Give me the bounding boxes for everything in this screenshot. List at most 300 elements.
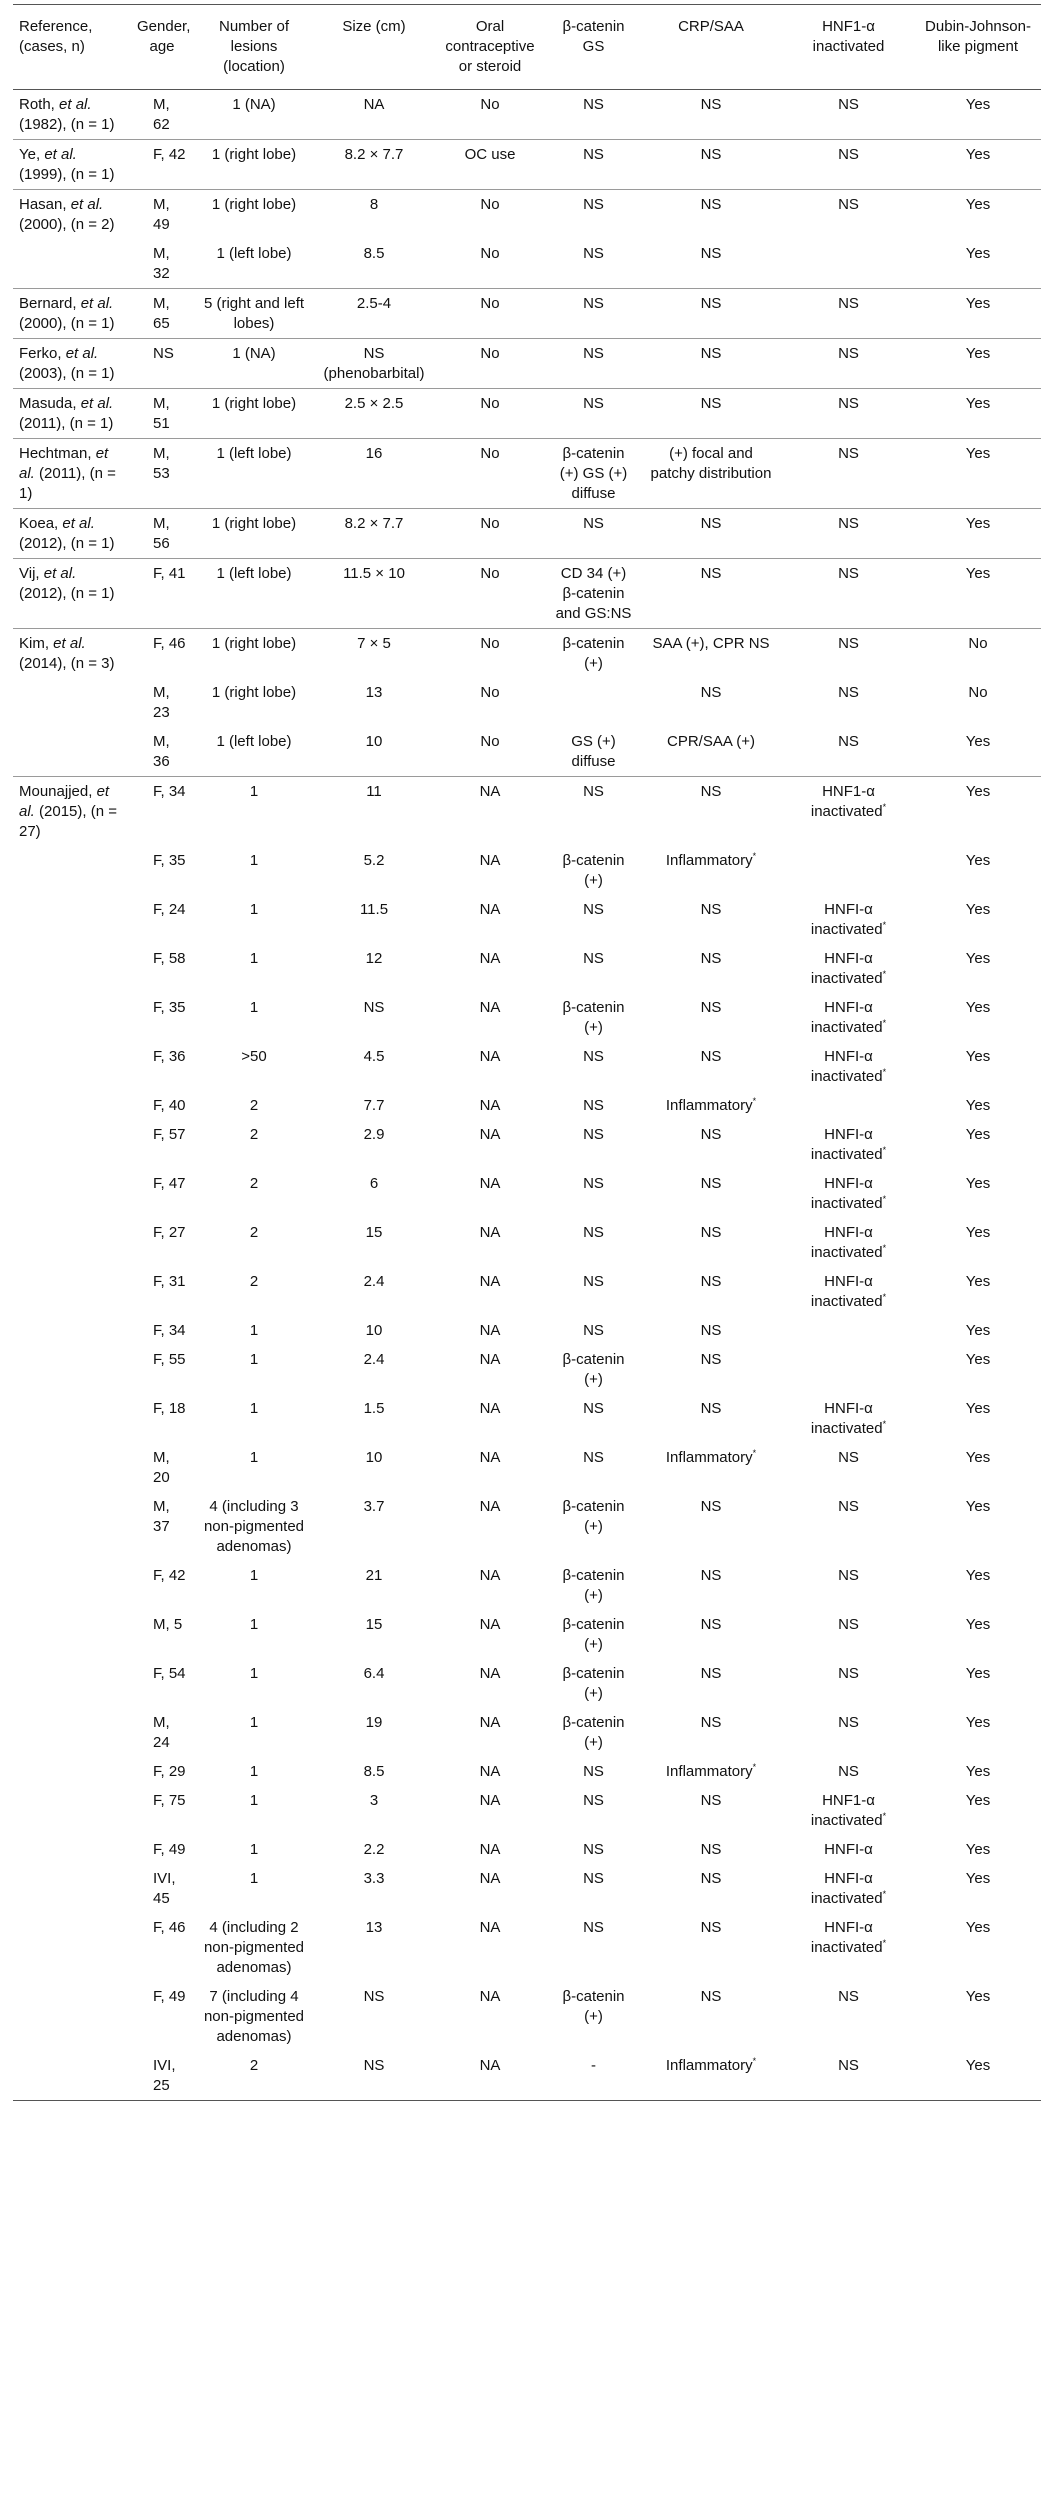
cell-gender-age: F, 34: [131, 777, 193, 847]
cell-reference: Ye, et al. (1999), (n = 1): [13, 140, 131, 190]
cell-hnf1a: NS: [782, 90, 915, 140]
table-row: [13, 1561, 1041, 1610]
cell-number-of-lesions: 4 (including 2 non-pigmented adenomas): [203, 1919, 305, 1976]
cell-oral-contraceptive: NA: [433, 777, 547, 847]
table-row: [13, 140, 1041, 190]
cell-oral-contraceptive: NA: [479, 1224, 501, 1241]
table-row: [13, 1443, 1041, 1492]
cell-oral-contraceptive: NA: [479, 1870, 501, 1887]
header-size: Size (cm): [315, 5, 433, 90]
table-row: [13, 1091, 1041, 1120]
cell-hnf1a: HNFI-α inactivated*: [810, 1400, 887, 1437]
cell-oral-contraceptive: NA: [479, 1175, 501, 1192]
cell-crp-saa: NS: [700, 684, 722, 701]
cell-crp-saa: NS: [700, 1567, 722, 1584]
cell-number-of-lesions: 1 (left lobe): [216, 245, 292, 262]
cell-hnf1a: HNFI-α inactivated*: [810, 1224, 887, 1261]
cell-crp-saa: NS: [700, 1919, 722, 1936]
cell-reference: [13, 1982, 131, 2051]
cell-number-of-lesions: 1: [249, 1841, 259, 1858]
header-oral-contraceptive: Oral contraceptive or steroid: [433, 5, 547, 90]
table-row: [13, 1708, 1041, 1757]
table-row: [13, 190, 1041, 240]
cell-oral-contraceptive: No: [433, 339, 547, 389]
cell-crp-saa: NS: [700, 1351, 722, 1368]
cell-size: 3.7: [363, 1498, 385, 1515]
cell-size: 15: [365, 1616, 383, 1633]
cell-number-of-lesions: 1 (left lobe): [193, 439, 315, 509]
cell-gender-age: F, 31: [153, 1273, 186, 1290]
cell-number-of-lesions: 1: [249, 1870, 259, 1887]
cell-beta-catenin-gs: β-catenin (+): [562, 1616, 625, 1653]
cell-gender-age: M, 36: [153, 733, 170, 770]
cell-crp-saa: NS: [700, 1498, 722, 1515]
cell-dubin-johnson: Yes: [965, 1870, 991, 1887]
cell-gender-age: M, 56: [131, 509, 193, 559]
cell-beta-catenin-gs: NS: [547, 389, 640, 439]
cell-oral-contraceptive: NA: [479, 1616, 501, 1633]
cell-dubin-johnson: Yes: [915, 2051, 1041, 2101]
table-row: [13, 1786, 1041, 1835]
cell-oral-contraceptive: No: [433, 190, 547, 240]
cell-reference: [13, 846, 131, 895]
cell-gender-age: F, 27: [153, 1224, 186, 1241]
cell-beta-catenin-gs: β-catenin (+): [562, 1351, 625, 1388]
cell-size: 10: [365, 733, 383, 750]
cell-reference: [13, 1218, 131, 1267]
cell-size: NA: [315, 90, 433, 140]
cell-reference: [13, 1091, 131, 1120]
table-row: [13, 1120, 1041, 1169]
cell-size: 15: [365, 1224, 383, 1241]
table-row: [13, 777, 1041, 847]
cell-beta-catenin-gs: NS: [583, 950, 604, 967]
cell-beta-catenin-gs: NS: [547, 339, 640, 389]
cell-beta-catenin-gs: CD 34 (+) β-catenin and GS:NS: [547, 559, 640, 629]
cell-beta-catenin-gs: NS: [583, 1224, 604, 1241]
cell-reference: [13, 944, 131, 993]
cell-hnf1a: NS: [782, 339, 915, 389]
cell-number-of-lesions: 1: [193, 777, 315, 847]
cell-beta-catenin-gs: NS: [547, 140, 640, 190]
cell-crp-saa: NS: [700, 1322, 722, 1339]
cell-oral-contraceptive: No: [433, 559, 547, 629]
cell-beta-catenin-gs: β-catenin (+): [562, 1567, 625, 1604]
cell-crp-saa: Inflammatory*: [665, 1762, 757, 1780]
cell-hnf1a: NS: [782, 509, 915, 559]
cell-oral-contraceptive: NA: [479, 1763, 501, 1780]
cell-oral-contraceptive: NA: [479, 1449, 501, 1466]
cell-oral-contraceptive: NA: [479, 999, 501, 1016]
table-row: [13, 1864, 1041, 1913]
cell-beta-catenin-gs: β-catenin (+) GS (+) diffuse: [547, 439, 640, 509]
cell-dubin-johnson: Yes: [965, 1498, 991, 1515]
cell-dubin-johnson: Yes: [965, 1175, 991, 1192]
cell-beta-catenin-gs: NS: [583, 1048, 604, 1065]
data-table: [13, 4, 1041, 2101]
cell-number-of-lesions: 1 (right lobe): [193, 629, 315, 679]
cell-size: NS: [363, 999, 385, 1016]
cell-reference: Koea, et al. (2012), (n = 1): [13, 509, 131, 559]
cell-gender-age: M, 32: [153, 245, 170, 282]
cell-beta-catenin-gs: -: [547, 2051, 640, 2101]
cell-dubin-johnson: Yes: [965, 1792, 991, 1809]
cell-dubin-johnson: Yes: [965, 1400, 991, 1417]
cell-size: 2.4: [363, 1273, 385, 1290]
cell-number-of-lesions: 2: [249, 1175, 259, 1192]
cell-number-of-lesions: 1 (NA): [193, 90, 315, 140]
cell-gender-age: F, 49: [153, 1841, 186, 1858]
cell-dubin-johnson: Yes: [915, 190, 1041, 240]
cell-size: 8.2 × 7.7: [315, 140, 433, 190]
cell-size: 11.5 × 10: [315, 559, 433, 629]
cell-number-of-lesions: 1 (right lobe): [193, 190, 315, 240]
cell-crp-saa: CPR/SAA (+): [667, 733, 755, 750]
cell-beta-catenin-gs: β-catenin (+): [562, 1714, 625, 1751]
cell-reference: [13, 2051, 131, 2101]
cell-beta-catenin-gs: NS: [547, 777, 640, 847]
cell-crp-saa: Inflammatory*: [665, 851, 757, 869]
cell-size: NS (phenobarbital): [315, 339, 433, 389]
cell-gender-age: NS: [131, 339, 193, 389]
cell-oral-contraceptive: NA: [479, 1097, 501, 1114]
cell-dubin-johnson: Yes: [965, 901, 991, 918]
header-crp-saa: CRP/SAA: [640, 5, 782, 90]
cell-beta-catenin-gs: NS: [583, 1449, 604, 1466]
cell-number-of-lesions: 1: [249, 852, 259, 869]
cell-oral-contraceptive: NA: [479, 1841, 501, 1858]
cell-gender-age: M, 62: [131, 90, 193, 140]
cell-reference: [13, 727, 131, 777]
table-row: [13, 1913, 1041, 1982]
cell-gender-age: F, 58: [153, 950, 186, 967]
cell-hnf1a: NS: [782, 289, 915, 339]
cell-dubin-johnson: Yes: [915, 777, 1041, 847]
cell-dubin-johnson: Yes: [965, 1988, 991, 2005]
cell-number-of-lesions: 1: [249, 999, 259, 1016]
cell-oral-contraceptive: NA: [479, 1665, 501, 1682]
cell-size: 4.5: [363, 1048, 385, 1065]
cell-gender-age: M, 51: [131, 389, 193, 439]
cell-size: 7.7: [363, 1097, 385, 1114]
cell-hnf1a: NS: [782, 559, 915, 629]
cell-gender-age: F, 75: [153, 1792, 186, 1809]
cell-number-of-lesions: 1 (right lobe): [211, 684, 297, 701]
table-row: [13, 289, 1041, 339]
cell-crp-saa: NS: [700, 999, 722, 1016]
cell-number-of-lesions: 1: [249, 1792, 259, 1809]
cell-oral-contraceptive: No: [433, 90, 547, 140]
cell-number-of-lesions: 1: [249, 1351, 259, 1368]
cell-beta-catenin-gs: β-catenin (+): [562, 1988, 625, 2025]
cell-reference: [13, 1492, 131, 1561]
cell-crp-saa: NS: [700, 1273, 722, 1290]
cell-beta-catenin-gs: NS: [547, 509, 640, 559]
cell-hnf1a: NS: [782, 140, 915, 190]
cell-hnf1a: [782, 846, 915, 895]
cell-size: 2.2: [363, 1841, 385, 1858]
header-gender-age: Gender, age: [131, 5, 193, 90]
cell-size: 3: [369, 1792, 379, 1809]
cell-hnf1a: HNFI-α inactivated*: [810, 1126, 887, 1163]
cell-reference: [13, 1267, 131, 1316]
cell-gender-age: IVI, 25: [131, 2051, 193, 2101]
cell-size: 13: [365, 1919, 383, 1936]
cell-beta-catenin-gs: NS: [583, 1273, 604, 1290]
cell-reference: [13, 895, 131, 944]
cell-gender-age: F, 46: [131, 629, 193, 679]
cell-number-of-lesions: 1: [249, 1400, 259, 1417]
cell-beta-catenin-gs: β-catenin (+): [562, 852, 625, 889]
cell-hnf1a: NS: [838, 1567, 859, 1584]
cell-gender-age: F, 29: [153, 1763, 186, 1780]
cell-gender-age: F, 42: [153, 1567, 186, 1584]
cell-gender-age: F, 47: [153, 1175, 186, 1192]
cell-oral-contraceptive: No: [433, 629, 547, 679]
cell-dubin-johnson: Yes: [965, 999, 991, 1016]
cell-beta-catenin-gs: β-catenin (+): [562, 999, 625, 1036]
cell-crp-saa: NS: [700, 1870, 722, 1887]
cell-size: 7 × 5: [315, 629, 433, 679]
cell-gender-age: M, 49: [131, 190, 193, 240]
cell-reference: [13, 1042, 131, 1091]
table-row: [13, 389, 1041, 439]
cell-number-of-lesions: 1: [249, 1763, 259, 1780]
cell-hnf1a: NS: [782, 190, 915, 240]
cell-oral-contraceptive: NA: [479, 1792, 501, 1809]
cell-crp-saa: Inflammatory*: [665, 1096, 757, 1114]
cell-size: 5.2: [363, 852, 385, 869]
cell-crp-saa: NS: [700, 1714, 722, 1731]
cell-size: 6: [369, 1175, 379, 1192]
cell-size: 10: [365, 1322, 383, 1339]
cell-size: 11: [315, 777, 433, 847]
cell-beta-catenin-gs: NS: [583, 1097, 604, 1114]
cell-crp-saa: NS: [700, 1988, 722, 2005]
table-row: [13, 1042, 1041, 1091]
table-row: [13, 1982, 1041, 2051]
table-row: [13, 895, 1041, 944]
cell-dubin-johnson: Yes: [965, 1224, 991, 1241]
cell-beta-catenin-gs: NS: [583, 1919, 604, 1936]
cell-hnf1a: HNFI-α inactivated*: [810, 950, 887, 987]
table-row: [13, 1757, 1041, 1786]
cell-number-of-lesions: >50: [241, 1048, 267, 1065]
cell-reference: Hechtman, et al. (2011), (n = 1): [13, 439, 131, 509]
cell-beta-catenin-gs: NS: [583, 901, 604, 918]
header-hnf1a: HNF1-α inactivated: [782, 5, 915, 90]
cell-beta-catenin-gs: β-catenin (+): [562, 1498, 625, 1535]
cell-hnf1a: HNFI-α inactivated*: [810, 1919, 887, 1956]
cell-gender-age: M, 53: [131, 439, 193, 509]
cell-beta-catenin-gs: [547, 678, 640, 727]
cell-dubin-johnson: Yes: [915, 90, 1041, 140]
table-row: [13, 727, 1041, 777]
cell-crp-saa: NS: [640, 509, 782, 559]
cell-crp-saa: Inflammatory*: [665, 1448, 757, 1466]
cell-reference: [13, 1561, 131, 1610]
cell-size: 6.4: [363, 1665, 385, 1682]
cell-reference: [13, 1394, 131, 1443]
cell-hnf1a: NS: [838, 1714, 859, 1731]
header-beta-catenin-gs: β-catenin GS: [547, 5, 640, 90]
cell-crp-saa: NS: [700, 1126, 722, 1143]
table-row: [13, 1345, 1041, 1394]
table-row: [13, 2051, 1041, 2101]
cell-reference: [13, 1316, 131, 1345]
cell-number-of-lesions: 5 (right and left lobes): [193, 289, 315, 339]
cell-beta-catenin-gs: β-catenin (+): [562, 1665, 625, 1702]
cell-crp-saa: NS: [700, 950, 722, 967]
cell-hnf1a: NS: [782, 389, 915, 439]
cell-dubin-johnson: Yes: [965, 1126, 991, 1143]
cell-hnf1a: HNFI-α inactivated*: [810, 1870, 887, 1907]
cell-crp-saa: NS: [640, 289, 782, 339]
cell-dubin-johnson: Yes: [965, 1841, 991, 1858]
cell-dubin-johnson: Yes: [965, 1714, 991, 1731]
cell-number-of-lesions: 2: [249, 1224, 259, 1241]
cell-gender-age: F, 24: [153, 901, 186, 918]
cell-oral-contraceptive: No: [480, 245, 500, 262]
cell-beta-catenin-gs: NS: [583, 1126, 604, 1143]
cell-gender-age: M, 37: [153, 1498, 170, 1535]
table-row: [13, 90, 1041, 140]
cell-reference: [13, 1120, 131, 1169]
cell-dubin-johnson: No: [968, 684, 988, 701]
cell-gender-age: M, 23: [153, 684, 170, 721]
cell-dubin-johnson: Yes: [965, 245, 991, 262]
cell-oral-contraceptive: NA: [479, 1714, 501, 1731]
cell-size: 21: [365, 1567, 383, 1584]
table-row: [13, 1267, 1041, 1316]
cell-number-of-lesions: 4 (including 3 non-pigmented adenomas): [203, 1498, 305, 1555]
cell-number-of-lesions: 1: [249, 950, 259, 967]
cell-crp-saa: NS: [700, 1224, 722, 1241]
cell-hnf1a: NS: [838, 1763, 859, 1780]
cell-oral-contraceptive: NA: [479, 1400, 501, 1417]
header-reference: Reference, (cases, n): [13, 5, 131, 90]
cell-number-of-lesions: 1 (NA): [193, 339, 315, 389]
cell-size: 2.5-4: [315, 289, 433, 339]
cell-crp-saa: NS: [700, 901, 722, 918]
cell-number-of-lesions: 2: [249, 1126, 259, 1143]
cell-crp-saa: NS: [640, 559, 782, 629]
cell-hnf1a: HNFI-α inactivated*: [810, 999, 887, 1036]
cell-crp-saa: NS: [700, 1048, 722, 1065]
table-row: [13, 629, 1041, 679]
cell-oral-contraceptive: NA: [479, 1322, 501, 1339]
cell-gender-age: F, 41: [131, 559, 193, 629]
cell-reference: [13, 1757, 131, 1786]
cell-dubin-johnson: Yes: [965, 1567, 991, 1584]
cell-number-of-lesions: 1 (right lobe): [193, 509, 315, 559]
cell-crp-saa: NS: [700, 1616, 722, 1633]
cell-size: 8: [315, 190, 433, 240]
cell-beta-catenin-gs: NS: [583, 1792, 604, 1809]
cell-gender-age: F, 55: [153, 1351, 186, 1368]
cell-reference: [13, 1708, 131, 1757]
cell-dubin-johnson: Yes: [915, 289, 1041, 339]
cell-hnf1a: [782, 1091, 915, 1120]
cell-number-of-lesions: 1 (right lobe): [193, 140, 315, 190]
cell-dubin-johnson: Yes: [965, 1449, 991, 1466]
cell-gender-age: F, 46: [153, 1919, 186, 1936]
table-row: [13, 1394, 1041, 1443]
cell-hnf1a: HNFI-α: [824, 1841, 873, 1858]
cell-oral-contraceptive: No: [480, 684, 500, 701]
cell-oral-contraceptive: NA: [433, 2051, 547, 2101]
cell-reference: [13, 1913, 131, 1982]
cell-reference: [13, 993, 131, 1042]
cell-reference: [13, 1659, 131, 1708]
cell-size: 10: [365, 1449, 383, 1466]
cell-crp-saa: NS: [640, 190, 782, 240]
cell-dubin-johnson: Yes: [965, 1616, 991, 1633]
cell-oral-contraceptive: NA: [479, 1567, 501, 1584]
cell-crp-saa: NS: [700, 1841, 722, 1858]
table-row: [13, 993, 1041, 1042]
cell-hnf1a: NS: [782, 439, 915, 509]
cell-beta-catenin-gs: NS: [547, 190, 640, 240]
cell-number-of-lesions: 1: [249, 1567, 259, 1584]
cell-reference: [13, 1345, 131, 1394]
cell-size: 19: [365, 1714, 383, 1731]
cell-hnf1a: NS: [838, 684, 859, 701]
cell-gender-age: M, 24: [153, 1714, 170, 1751]
cell-number-of-lesions: 1: [249, 901, 259, 918]
cell-dubin-johnson: Yes: [915, 509, 1041, 559]
cell-oral-contraceptive: No: [433, 389, 547, 439]
cell-crp-saa: NS: [640, 140, 782, 190]
cell-size: 8.5: [363, 1763, 385, 1780]
cell-hnf1a: HNF1-α inactivated*: [810, 1792, 887, 1829]
cell-size: NS: [363, 1988, 385, 2005]
table-row: [13, 944, 1041, 993]
cell-gender-age: M, 65: [131, 289, 193, 339]
table-row: [13, 339, 1041, 389]
cell-hnf1a: NS: [838, 1988, 859, 2005]
cell-dubin-johnson: Yes: [965, 1097, 991, 1114]
cell-number-of-lesions: 2: [249, 1273, 259, 1290]
header-dubin-johnson: Dubin-Johnson-like pigment: [915, 5, 1041, 90]
cell-reference: Ferko, et al. (2003), (n = 1): [13, 339, 131, 389]
cell-reference: [13, 239, 131, 289]
cell-dubin-johnson: No: [915, 629, 1041, 679]
header-row: [13, 5, 1041, 90]
cell-hnf1a: [782, 239, 915, 289]
cell-hnf1a: [782, 1345, 915, 1394]
cell-dubin-johnson: Yes: [915, 559, 1041, 629]
table-row: [13, 509, 1041, 559]
cell-gender-age: IVI, 45: [153, 1870, 176, 1907]
cell-hnf1a: NS: [838, 733, 859, 750]
cell-oral-contraceptive: NA: [479, 1919, 501, 1936]
cell-reference: Mounajjed, et al. (2015), (n = 27): [13, 777, 131, 847]
cell-number-of-lesions: 1: [249, 1616, 259, 1633]
cell-dubin-johnson: Yes: [965, 1665, 991, 1682]
cell-gender-age: F, 35: [153, 852, 186, 869]
cell-hnf1a: [782, 1316, 915, 1345]
table-row: [13, 846, 1041, 895]
cell-dubin-johnson: Yes: [965, 1919, 991, 1936]
cell-gender-age: F, 36: [153, 1048, 186, 1065]
cell-crp-saa: NS: [700, 1792, 722, 1809]
cell-gender-age: F, 35: [153, 999, 186, 1016]
cell-number-of-lesions: 1: [249, 1665, 259, 1682]
cell-number-of-lesions: 2: [193, 2051, 315, 2101]
cell-beta-catenin-gs: NS: [547, 289, 640, 339]
cell-crp-saa: NS: [700, 245, 722, 262]
